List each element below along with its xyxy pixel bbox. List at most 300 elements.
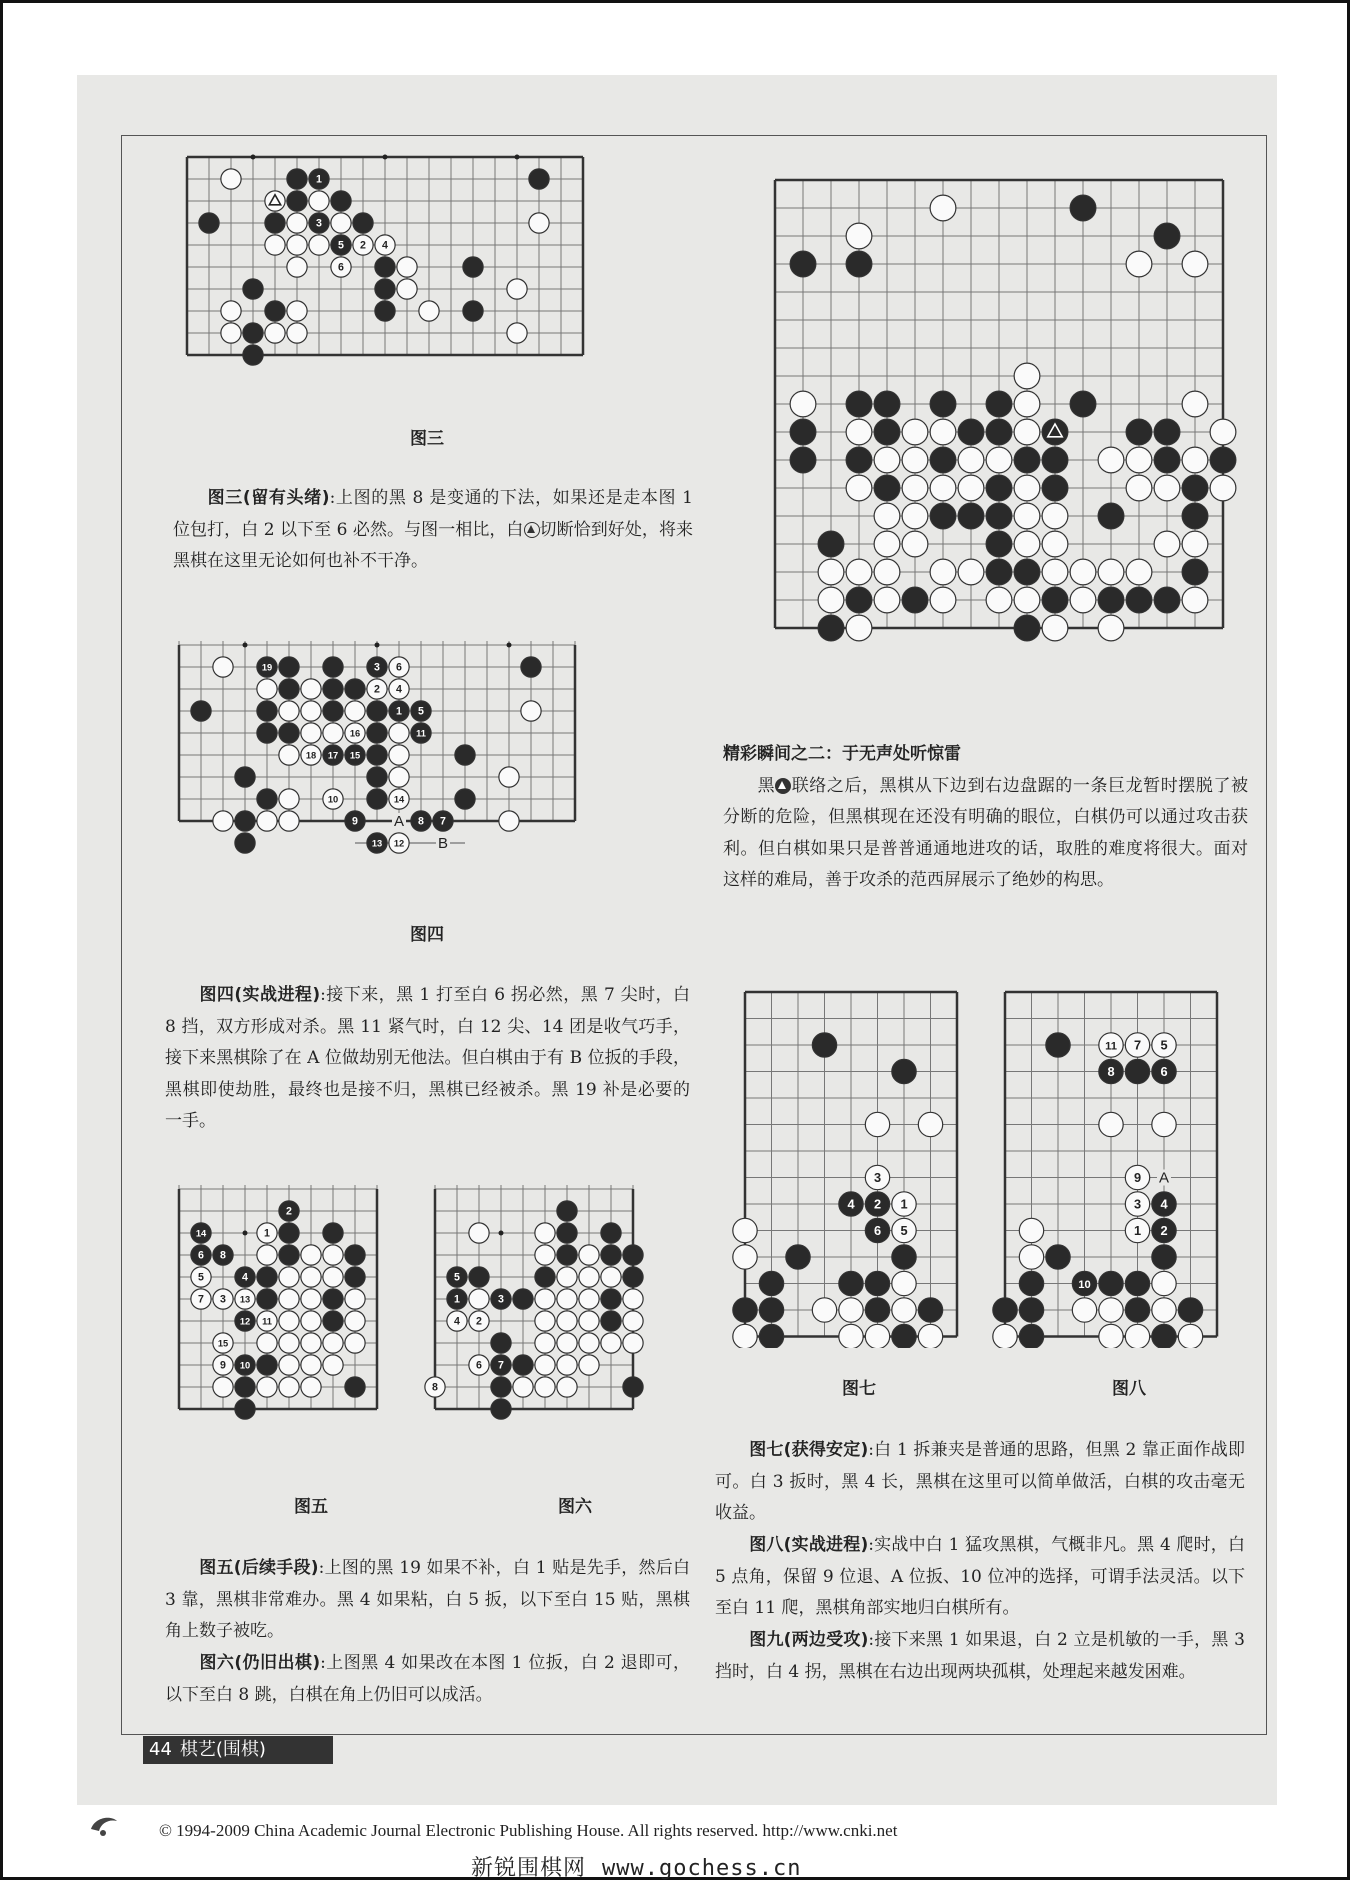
white-stone	[1126, 251, 1152, 277]
white-stone	[469, 1289, 489, 1309]
black-stone	[491, 1399, 511, 1419]
white-stone	[397, 257, 417, 277]
paragraph-fig3: 图三(留有头绪):上图的黑 8 是变通的下法，如果还是走本图 1 位包打，白 2 以下至 6 必然。与图一相比，白 切断恰到好处，将来黑棋在这里无论如何也补不干净。	[173, 488, 694, 571]
white-stone	[279, 1377, 299, 1397]
paragraph-fig4: 图四(实战进程):接下来，黑 1 打至白 6 拐必然，黑 7 尖时，白 8 挡，双方形成对杀。黑 11 紧气时，白 12 尖、14 团是收气巧手，接下来黑棋除了在 A 位做劫别无他法。但白棋由于有 B 位扳的手段，黑棋即使劫胜，最终也是接不归，黑棋已经被杀。黑 19 补是必要的一手。	[165, 985, 690, 1131]
black-stone	[892, 1245, 916, 1269]
black-stone	[323, 745, 343, 765]
svg-text:7: 7	[198, 1293, 204, 1306]
white-stone	[323, 723, 343, 743]
white-stone	[1042, 531, 1068, 557]
white-stone	[389, 767, 409, 787]
black-stone	[818, 531, 844, 557]
white-stone	[257, 1245, 277, 1265]
black-stone	[601, 1245, 621, 1265]
svg-text:4: 4	[847, 1196, 855, 1212]
svg-text:5: 5	[454, 1271, 460, 1284]
black-stone	[243, 345, 263, 365]
white-stone	[375, 235, 395, 255]
black-stone	[601, 1223, 621, 1243]
black-stone	[1126, 419, 1152, 445]
white-stone	[279, 1267, 299, 1287]
white-stone	[874, 503, 900, 529]
white-stone	[1042, 615, 1068, 641]
white-stone	[213, 1289, 233, 1309]
white-stone	[892, 1271, 916, 1295]
black-stone	[892, 1059, 916, 1083]
white-stone	[287, 235, 307, 255]
svg-text:18: 18	[305, 750, 317, 761]
black-stone	[375, 279, 395, 299]
black-stone	[1154, 587, 1180, 613]
black-stone	[846, 251, 872, 277]
black-stone	[1126, 587, 1152, 613]
white-stone	[1019, 1218, 1043, 1242]
white-stone	[1014, 475, 1040, 501]
white-stone	[265, 191, 285, 211]
svg-text:2: 2	[476, 1315, 482, 1328]
black-stone	[279, 1245, 299, 1265]
svg-text:15: 15	[217, 1338, 229, 1349]
white-stone	[1098, 615, 1124, 641]
black-stone	[1152, 1192, 1176, 1216]
white-stone	[1152, 1112, 1176, 1136]
black-stone	[367, 701, 387, 721]
white-stone	[221, 301, 241, 321]
black-stone	[1152, 1324, 1176, 1348]
white-stone	[221, 169, 241, 189]
svg-text:14: 14	[195, 1228, 207, 1239]
black-stone	[265, 213, 285, 233]
white-stone	[389, 679, 409, 699]
white-stone	[1126, 475, 1152, 501]
svg-text:11: 11	[416, 728, 426, 739]
black-stone	[491, 1333, 511, 1353]
white-stone	[579, 1333, 599, 1353]
white-stone	[930, 559, 956, 585]
star-point	[507, 643, 512, 648]
black-stone	[1014, 615, 1040, 641]
white-stone	[1014, 503, 1040, 529]
black-stone	[1046, 1245, 1070, 1269]
white-stone	[1125, 1218, 1149, 1242]
white-stone	[257, 1311, 277, 1331]
white-stone	[389, 657, 409, 677]
white-stone	[846, 559, 872, 585]
white-stone	[309, 235, 329, 255]
white-stone	[469, 1223, 489, 1243]
black-stone	[986, 559, 1012, 585]
svg-text:2: 2	[360, 239, 366, 252]
white-stone	[1154, 475, 1180, 501]
svg-text:4: 4	[396, 683, 402, 696]
white-stone	[301, 723, 321, 743]
black-stone	[958, 503, 984, 529]
white-stone	[191, 1267, 211, 1287]
black-stone	[455, 745, 475, 765]
black-stone	[874, 419, 900, 445]
white-stone	[1098, 447, 1124, 473]
black-stone	[986, 531, 1012, 557]
black-stone	[759, 1298, 783, 1322]
white-stone	[535, 1355, 555, 1375]
black-stone	[279, 1223, 299, 1243]
black-stone	[1014, 447, 1040, 473]
black-stone	[529, 169, 549, 189]
black-stone	[993, 1298, 1017, 1322]
white-stone	[1019, 1245, 1043, 1269]
black-stone	[257, 701, 277, 721]
white-stone	[521, 701, 541, 721]
black-stone	[345, 1377, 365, 1397]
black-stone	[986, 503, 1012, 529]
white-stone	[790, 391, 816, 417]
black-stone	[323, 701, 343, 721]
white-stone	[1125, 1033, 1149, 1057]
white-stone	[265, 323, 285, 343]
white-stone	[865, 1112, 889, 1136]
svg-text:5: 5	[1160, 1037, 1168, 1053]
copyright-footer: © 1994-2009 China Academic Journal Electronic Publishing House. All rights reserved. http://www.cnki.net	[159, 1821, 898, 1840]
black-stone	[411, 723, 431, 743]
black-stone	[323, 1311, 343, 1331]
caption-fig6: 图六	[558, 1497, 592, 1517]
white-stone	[499, 767, 519, 787]
black-stone	[1042, 587, 1068, 613]
white-stone	[469, 1311, 489, 1331]
black-stone	[1154, 447, 1180, 473]
svg-text:9: 9	[220, 1359, 226, 1372]
black-stone	[235, 1267, 255, 1287]
black-stone	[1070, 195, 1096, 221]
white-stone	[1154, 531, 1180, 557]
black-stone	[1099, 1059, 1123, 1083]
white-stone	[623, 1289, 643, 1309]
white-stone	[257, 1333, 277, 1353]
black-stone	[759, 1324, 783, 1348]
black-stone	[433, 811, 453, 831]
white-stone	[287, 213, 307, 233]
white-stone	[301, 1267, 321, 1287]
white-stone	[419, 301, 439, 321]
black-stone	[367, 723, 387, 743]
svg-text:5: 5	[338, 239, 344, 252]
svg-text:3: 3	[1133, 1196, 1142, 1212]
svg-text:2: 2	[873, 1196, 882, 1212]
svg-text:6: 6	[476, 1359, 482, 1372]
black-stone	[345, 745, 365, 765]
svg-text:8: 8	[418, 815, 424, 828]
svg-text:11: 11	[1105, 1040, 1117, 1053]
black-stone	[1154, 223, 1180, 249]
white-stone	[812, 1298, 836, 1322]
black-stone	[323, 1289, 343, 1309]
black-stone	[411, 811, 431, 831]
black-stone	[1014, 559, 1040, 585]
white-stone	[930, 419, 956, 445]
svg-text:1: 1	[264, 1227, 270, 1240]
white-stone	[235, 1289, 255, 1309]
white-stone	[1182, 251, 1208, 277]
svg-text:10: 10	[327, 794, 339, 805]
svg-text:8: 8	[432, 1381, 438, 1394]
board-svg	[991, 978, 1241, 1348]
white-stone	[993, 1324, 1017, 1348]
black-stone	[1072, 1271, 1096, 1295]
black-stone	[846, 587, 872, 613]
black-stone	[257, 657, 277, 677]
white-stone	[345, 1333, 365, 1353]
black-stone	[235, 833, 255, 853]
black-stone	[874, 391, 900, 417]
black-stone	[557, 1201, 577, 1221]
black-stone	[1019, 1298, 1043, 1322]
svg-text:1: 1	[1133, 1222, 1142, 1238]
svg-text:5: 5	[418, 705, 424, 718]
white-stone	[1070, 587, 1096, 613]
star-point	[251, 155, 256, 160]
white-stone	[865, 1324, 889, 1348]
white-stone	[874, 587, 900, 613]
black-stone	[389, 701, 409, 721]
black-stone	[353, 213, 373, 233]
black-stone	[279, 723, 299, 743]
caption-fig8: 图八	[1112, 1379, 1146, 1399]
white-stone	[1099, 1033, 1123, 1057]
white-stone	[846, 419, 872, 445]
svg-text:8: 8	[1107, 1063, 1115, 1079]
board-label: A	[393, 813, 405, 830]
white-stone	[301, 1245, 321, 1265]
svg-text:2: 2	[1160, 1222, 1168, 1238]
white-stone	[733, 1324, 757, 1348]
white-stone	[1152, 1271, 1176, 1295]
white-stone	[930, 195, 956, 221]
white-stone	[1014, 391, 1040, 417]
black-stone	[1098, 503, 1124, 529]
white-stone	[557, 1311, 577, 1331]
black-stone	[930, 503, 956, 529]
black-stone	[535, 1267, 555, 1287]
white-stone	[389, 723, 409, 743]
black-stone	[1152, 1059, 1176, 1083]
svg-text:13: 13	[371, 838, 383, 849]
svg-text:12: 12	[239, 1316, 251, 1327]
white-stone	[279, 1289, 299, 1309]
svg-text:15: 15	[349, 750, 361, 761]
white-stone	[535, 1223, 555, 1243]
black-stone	[279, 657, 299, 677]
black-stone	[323, 1223, 343, 1243]
white-stone	[389, 833, 409, 853]
white-stone	[345, 701, 365, 721]
black-stone	[287, 169, 307, 189]
white-stone	[447, 1311, 467, 1331]
black-stone	[279, 679, 299, 699]
black-stone	[1182, 559, 1208, 585]
white-stone	[579, 1289, 599, 1309]
black-stone	[455, 789, 475, 809]
white-stone	[1178, 1324, 1202, 1348]
white-stone	[287, 323, 307, 343]
black-stone	[213, 1245, 233, 1265]
svg-text:17: 17	[327, 750, 339, 761]
black-stone	[759, 1271, 783, 1295]
black-stone	[345, 1245, 365, 1265]
cnki-logo-icon	[85, 1811, 125, 1839]
white-stone	[892, 1192, 916, 1216]
black-stone	[790, 419, 816, 445]
svg-text:2: 2	[286, 1205, 292, 1218]
star-point	[499, 1231, 504, 1236]
svg-text:4: 4	[1160, 1196, 1168, 1212]
white-stone	[557, 1355, 577, 1375]
black-stone	[491, 1355, 511, 1375]
white-stone	[257, 1377, 277, 1397]
white-stone	[1072, 1298, 1096, 1322]
black-stone	[839, 1192, 863, 1216]
black-stone	[191, 1245, 211, 1265]
white-stone	[507, 323, 527, 343]
white-stone	[529, 213, 549, 233]
white-stone	[535, 1245, 555, 1265]
svg-text:5: 5	[900, 1222, 908, 1238]
white-stone	[1152, 1298, 1176, 1322]
section-title: 精彩瞬间之二：于无声处听惊雷	[723, 744, 961, 764]
black-stone	[235, 767, 255, 787]
white-stone	[389, 745, 409, 765]
black-stone	[367, 745, 387, 765]
black-stone	[199, 213, 219, 233]
svg-text:1: 1	[454, 1293, 460, 1306]
white-stone	[301, 1377, 321, 1397]
black-stone	[930, 391, 956, 417]
black-stone	[623, 1377, 643, 1397]
white-stone	[892, 1298, 916, 1322]
svg-text:3: 3	[316, 217, 322, 230]
star-point	[515, 155, 520, 160]
black-stone	[243, 323, 263, 343]
black-stone	[235, 1311, 255, 1331]
white-stone	[507, 279, 527, 299]
black-stone	[557, 1223, 577, 1243]
black-stone	[1042, 475, 1068, 501]
black-stone	[918, 1298, 942, 1322]
black-stone	[367, 789, 387, 809]
black-stone	[243, 279, 263, 299]
white-stone	[301, 1355, 321, 1375]
white-stone	[902, 419, 928, 445]
black-stone	[839, 1271, 863, 1295]
white-stone	[191, 1289, 211, 1309]
white-stone	[579, 1355, 599, 1375]
svg-text:6: 6	[198, 1249, 204, 1262]
svg-text:16: 16	[349, 728, 361, 739]
white-triangle-icon	[524, 522, 540, 538]
black-stone	[1042, 419, 1068, 445]
white-stone	[301, 701, 321, 721]
black-stone	[513, 1355, 533, 1375]
white-stone	[425, 1377, 445, 1397]
white-stone	[279, 789, 299, 809]
black-stone	[257, 789, 277, 809]
black-stone	[812, 1033, 836, 1057]
white-stone	[257, 679, 277, 699]
white-stone	[733, 1218, 757, 1242]
board-svg	[167, 631, 687, 901]
board-label: B	[437, 835, 449, 852]
white-stone	[265, 235, 285, 255]
white-stone	[331, 257, 351, 277]
white-stone	[623, 1333, 643, 1353]
svg-text:1: 1	[900, 1196, 908, 1212]
black-stone	[345, 811, 365, 831]
black-stone	[1182, 503, 1208, 529]
svg-text:10: 10	[239, 1360, 251, 1371]
white-stone	[301, 1333, 321, 1353]
white-stone	[846, 615, 872, 641]
white-stone	[279, 1333, 299, 1353]
black-stone	[1098, 587, 1124, 613]
svg-text:7: 7	[1133, 1037, 1142, 1053]
board-svg	[173, 143, 683, 413]
black-stone	[463, 301, 483, 321]
svg-text:12: 12	[393, 838, 405, 849]
black-stone	[986, 391, 1012, 417]
black-stone	[309, 213, 329, 233]
white-stone	[1098, 559, 1124, 585]
white-stone	[846, 475, 872, 501]
black-stone	[235, 1355, 255, 1375]
site-watermark: 新锐围棋网 www.gochess.cn	[471, 1856, 802, 1881]
white-stone	[902, 447, 928, 473]
white-stone	[367, 679, 387, 699]
white-stone	[279, 1311, 299, 1331]
black-stone	[257, 1267, 277, 1287]
white-stone	[601, 1333, 621, 1353]
go-board-fig3	[173, 143, 683, 413]
board-label: A	[1158, 1169, 1170, 1187]
white-stone	[1042, 503, 1068, 529]
white-stone	[958, 559, 984, 585]
go-board-fig4	[167, 631, 687, 901]
white-stone	[535, 1289, 555, 1309]
white-stone	[1042, 559, 1068, 585]
white-stone	[331, 213, 351, 233]
white-stone	[279, 701, 299, 721]
black-stone	[1125, 1271, 1149, 1295]
white-stone	[1182, 391, 1208, 417]
black-stone	[874, 475, 900, 501]
black-stone	[309, 169, 329, 189]
white-stone	[345, 1311, 365, 1331]
black-stone	[513, 1289, 533, 1309]
black-stone	[331, 235, 351, 255]
white-stone	[1014, 587, 1040, 613]
black-stone	[463, 257, 483, 277]
star-point	[375, 643, 380, 648]
black-stone	[902, 587, 928, 613]
white-stone	[535, 1333, 555, 1353]
white-stone	[601, 1267, 621, 1287]
white-stone	[1210, 419, 1236, 445]
black-stone	[257, 1355, 277, 1375]
white-stone	[1070, 559, 1096, 585]
white-stone	[918, 1112, 942, 1136]
svg-text:1: 1	[316, 173, 322, 186]
white-stone	[301, 1289, 321, 1309]
white-stone	[579, 1267, 599, 1287]
